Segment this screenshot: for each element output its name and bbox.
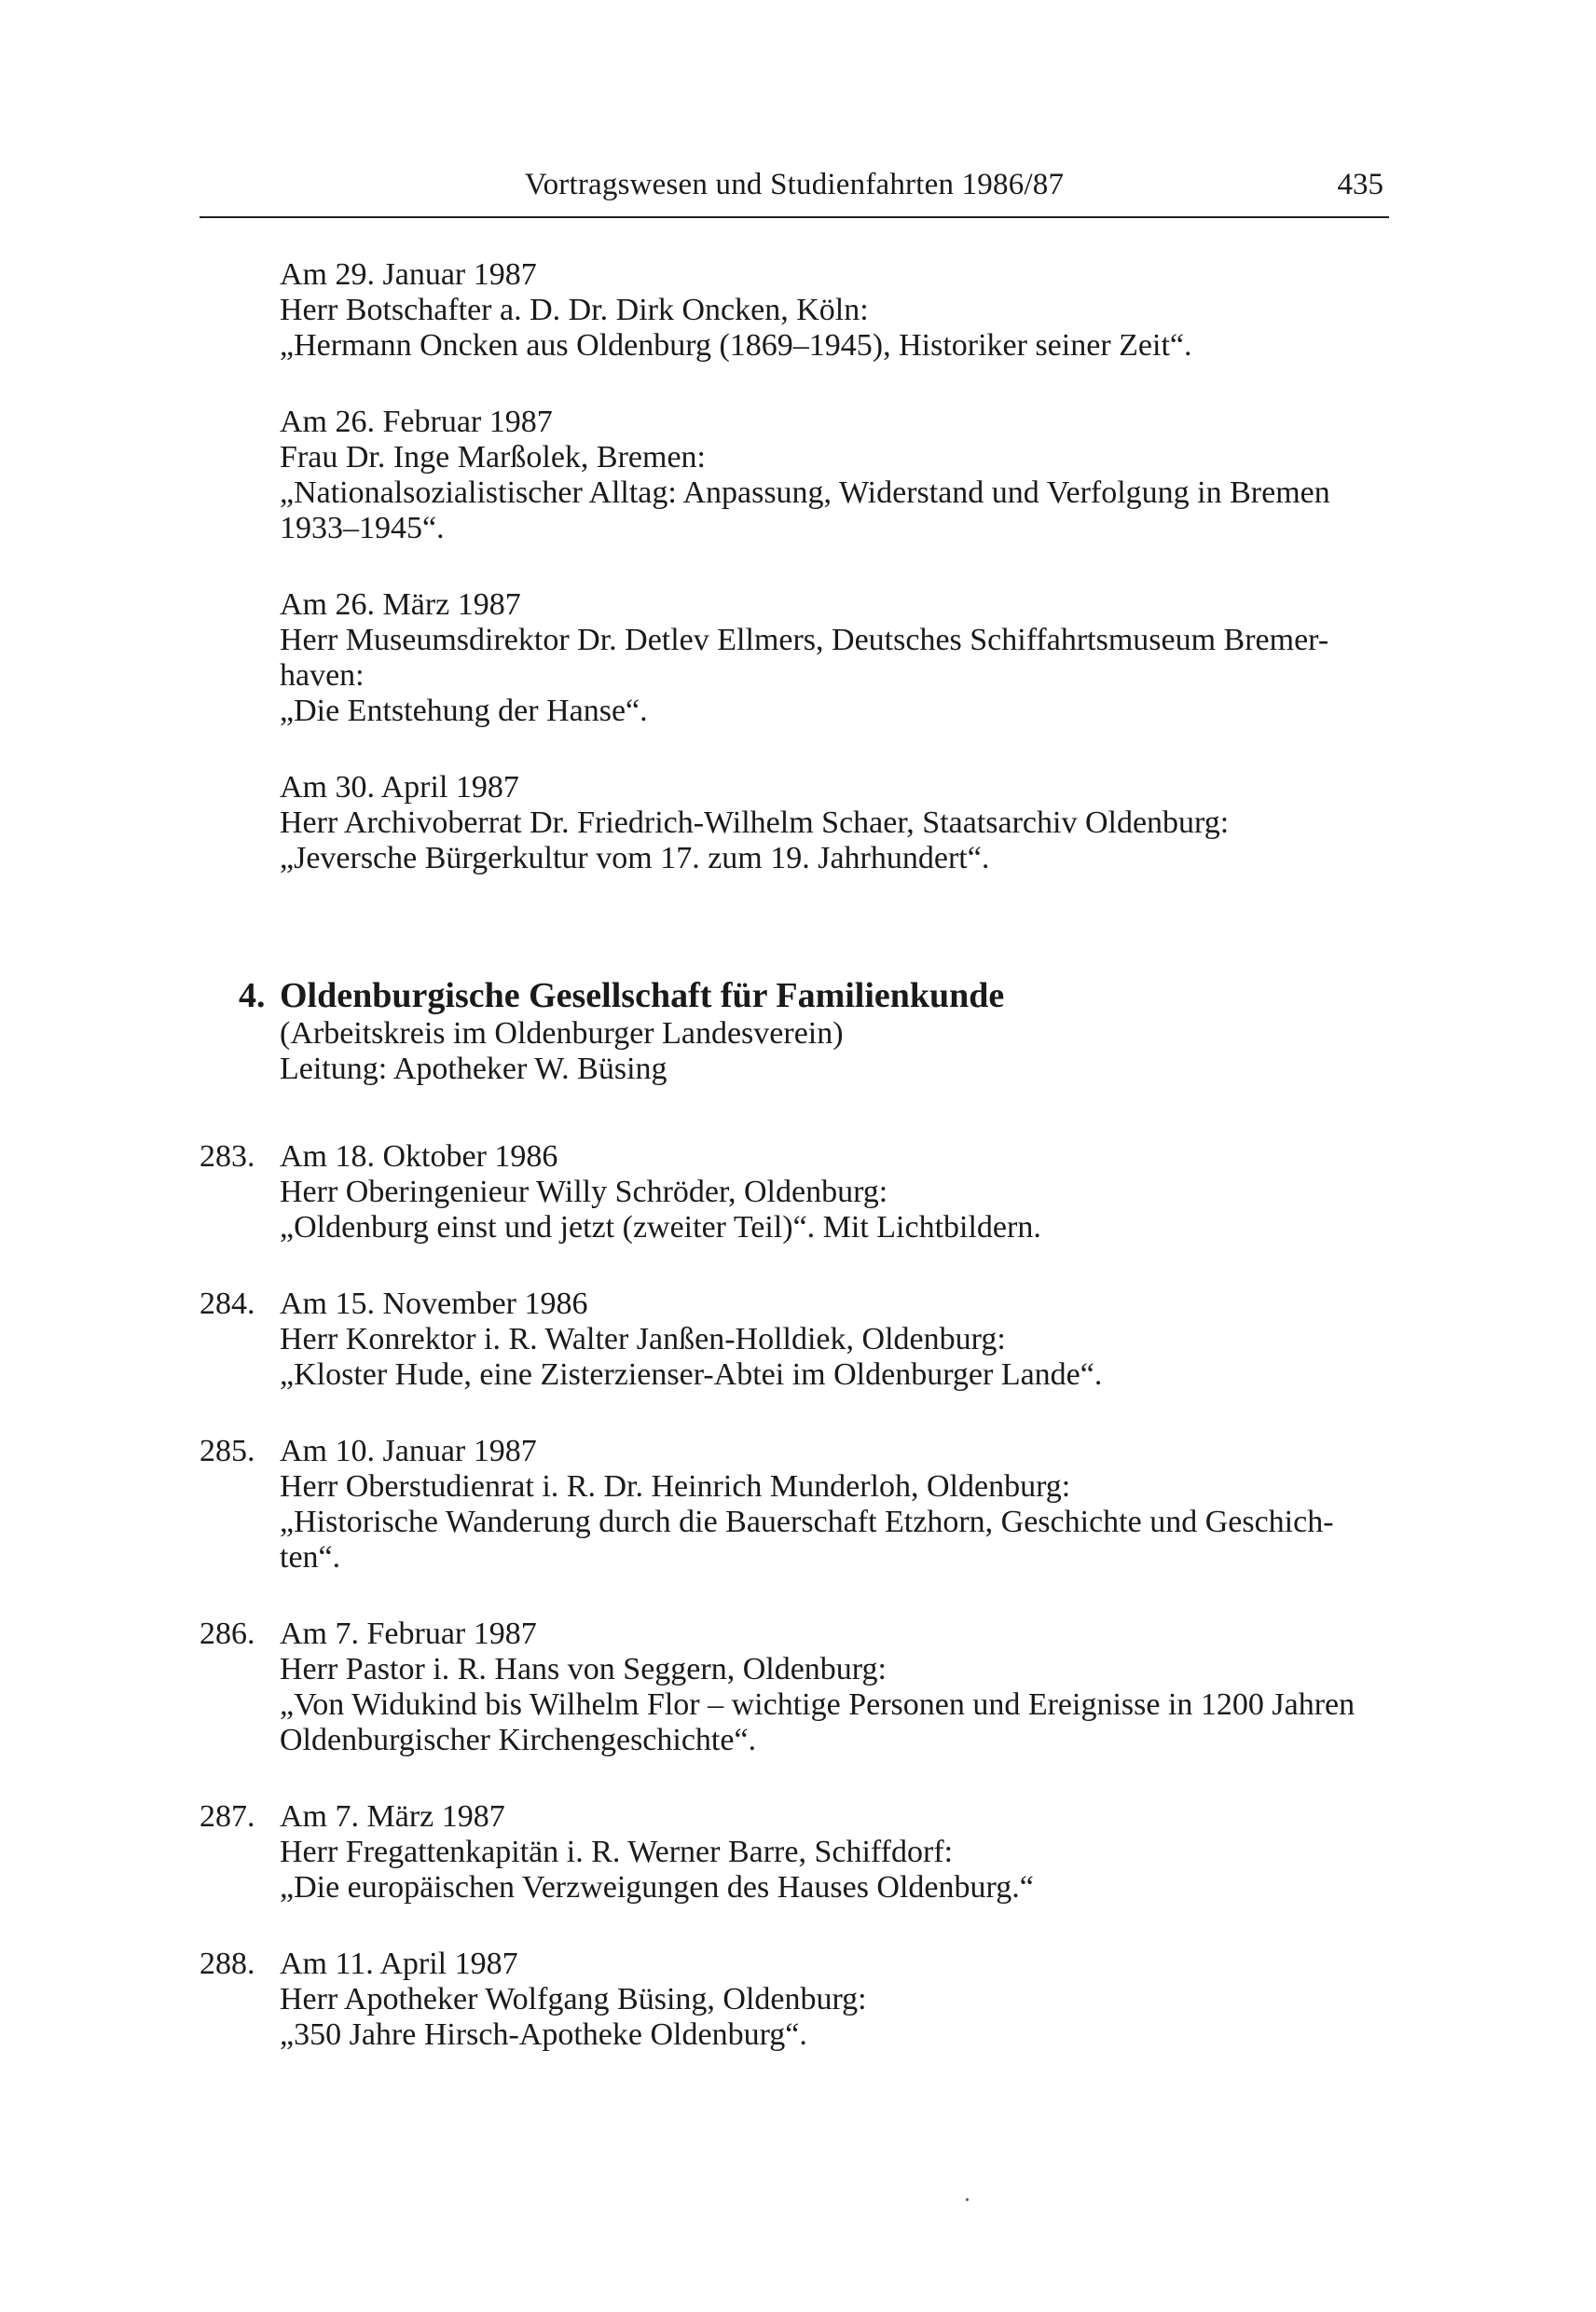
lecture-date: Am 18. Oktober 1986 (280, 1139, 558, 1174)
lecture-entry (280, 257, 1389, 364)
lecture-entry (200, 1287, 1389, 1393)
lecture-speaker: Herr Museumsdirektor Dr. Detlev Ellmers, Deutsches Schiffahrtsmuseum Bremer- (280, 623, 1329, 657)
lecture-title: „Die europäischen Verzweigungen des Hauses Oldenburg.“ (280, 1870, 1034, 1905)
section-number: 4. (239, 976, 266, 1015)
lecture-title: „350 Jahre Hirsch-Apotheke Oldenburg“. (280, 2017, 807, 2052)
lecture-speaker: Herr Apotheker Wolfgang Büsing, Oldenburg: (280, 1982, 867, 2016)
lecture-entry (280, 770, 1389, 876)
lecture-speaker: Herr Oberstudienrat i. R. Dr. Heinrich Munderloh, Oldenburg: (280, 1469, 1071, 1504)
section-heading (239, 975, 1389, 1087)
lecture-entry (200, 1434, 1389, 1576)
lecture-entry (280, 405, 1389, 546)
lecture-number: 287. (200, 1799, 255, 1834)
lecture-speaker: Frau Dr. Inge Marßolek, Bremen: (280, 440, 706, 475)
lecture-date: Am 26. März 1987 (280, 587, 521, 622)
lecture-number: 284. (200, 1287, 255, 1321)
lecture-title-continued: ten“. (280, 1540, 341, 1575)
lecture-date: Am 7. März 1987 (280, 1799, 505, 1834)
section-title: Oldenburgische Gesellschaft für Familienkunde (280, 976, 1005, 1015)
page-header (200, 160, 1389, 218)
lecture-number: 285. (200, 1434, 255, 1468)
lecture-number: 288. (200, 1947, 255, 1981)
lecture-entry (200, 1617, 1389, 1758)
scan-speck (966, 2198, 969, 2201)
lecture-speaker: Herr Pastor i. R. Hans von Seggern, Oldenburg: (280, 1652, 887, 1686)
section-subtitle: (Arbeitskreis im Oldenburger Landesverein) (280, 1016, 844, 1051)
lecture-entry (200, 1799, 1389, 1906)
lecture-entry (200, 1947, 1389, 2053)
lecture-title: „Historische Wanderung durch die Bauerschaft Etzhorn, Geschichte und Geschich- (280, 1505, 1334, 1539)
lecture-speaker: Herr Oberingenieur Willy Schröder, Oldenburg: (280, 1175, 888, 1209)
lecture-title-continued: Oldenburgischer Kirchengeschichte“. (280, 1723, 757, 1757)
lecture-title: „Von Widukind bis Wilhelm Flor – wichtige Personen und Ereignisse in 1200 Jahren (280, 1687, 1355, 1722)
lecture-speaker: Herr Botschafter a. D. Dr. Dirk Oncken, Köln: (280, 293, 869, 327)
lecture-number: 286. (200, 1617, 255, 1651)
lecture-date: Am 26. Februar 1987 (280, 405, 553, 439)
lecture-number: 283. (200, 1139, 255, 1174)
lecture-date: Am 10. Januar 1987 (280, 1434, 537, 1468)
lecture-speaker: Herr Fregattenkapitän i. R. Werner Barre, Schiffdorf: (280, 1835, 954, 1869)
section-leader: Leitung: Apotheker W. Büsing (280, 1052, 667, 1086)
lecture-date: Am 30. April 1987 (280, 770, 519, 805)
lecture-title: „Die Entstehung der Hanse“. (280, 694, 648, 728)
lecture-title: „Nationalsozialistischer Alltag: Anpassung, Widerstand und Verfolgung in Bremen (280, 475, 1330, 510)
lecture-speaker: Herr Konrektor i. R. Walter Janßen-Holldiek, Oldenburg: (280, 1322, 1006, 1356)
lecture-date: Am 11. April 1987 (280, 1947, 518, 1981)
lecture-speaker-continued: haven: (280, 658, 365, 693)
page-number: 435 (1337, 168, 1383, 201)
lecture-title: „Oldenburg einst und jetzt (zweiter Teil)“. Mit Lichtbildern. (280, 1210, 1041, 1245)
running-title: Vortragswesen und Studienfahrten 1986/87 (524, 168, 1065, 201)
lecture-entry (280, 587, 1389, 729)
lecture-speaker: Herr Archivoberrat Dr. Friedrich-Wilhelm Schaer, Staatsarchiv Oldenburg: (280, 805, 1230, 840)
lecture-date: Am 15. November 1986 (280, 1287, 588, 1321)
lecture-title-continued: 1933–1945“. (280, 511, 445, 545)
lecture-date: Am 29. Januar 1987 (280, 257, 537, 292)
lecture-title: „Hermann Oncken aus Oldenburg (1869–1945), Historiker seiner Zeit“. (280, 328, 1192, 363)
lecture-entry (200, 1139, 1389, 1245)
lecture-title: „Jeversche Bürgerkultur vom 17. zum 19. Jahrhundert“. (280, 841, 990, 875)
lecture-title: „Kloster Hude, eine Zisterzienser-Abtei im Oldenburger Lande“. (280, 1357, 1103, 1392)
lecture-date: Am 7. Februar 1987 (280, 1617, 537, 1651)
